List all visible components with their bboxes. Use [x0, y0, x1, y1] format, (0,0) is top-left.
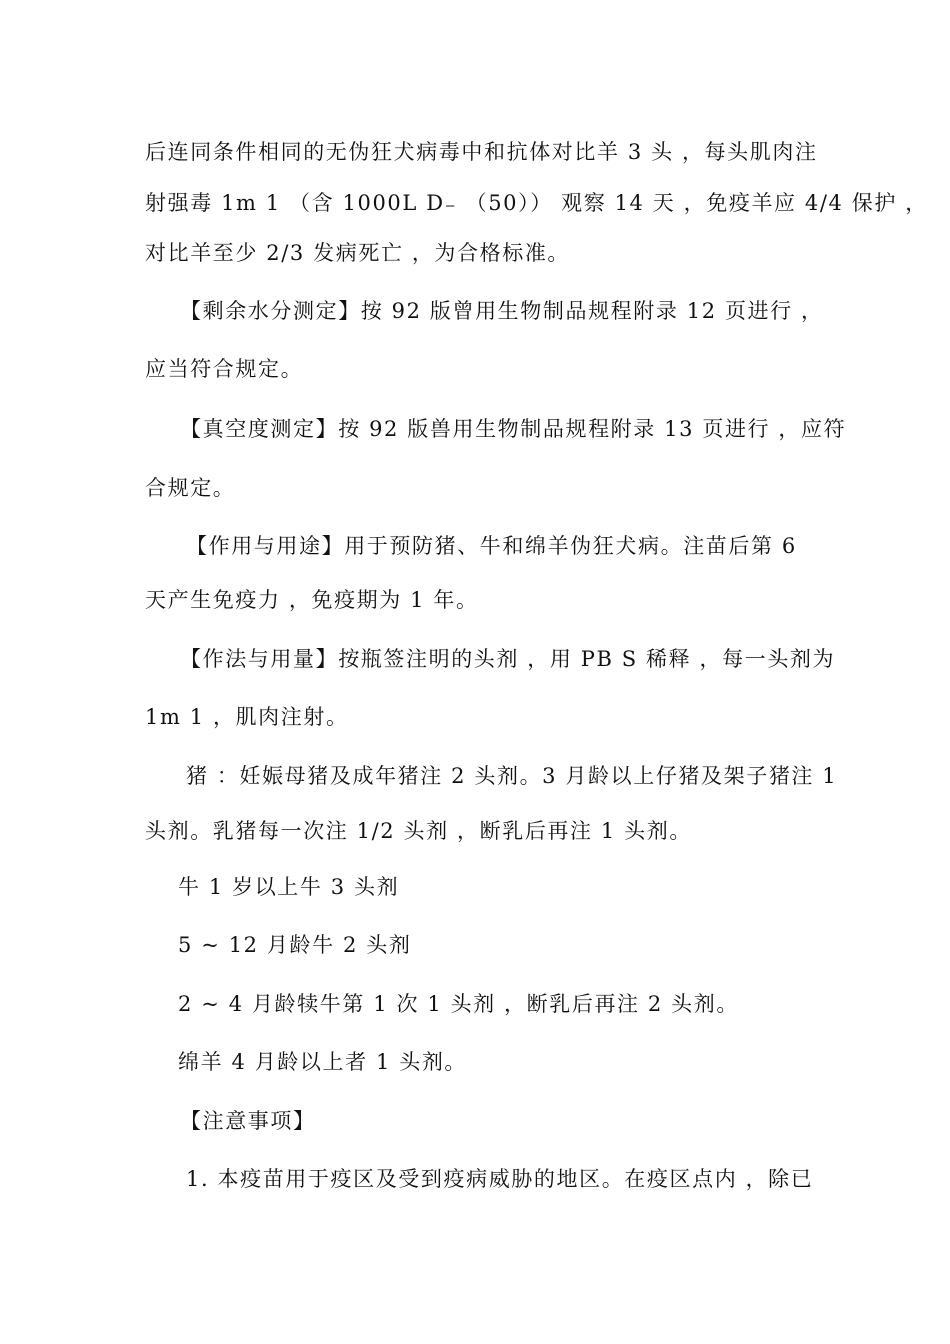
text-line: 应当符合规定。	[145, 357, 304, 381]
section-heading-residual-moisture: 【剩余水分测定】按 92 版曾用生物制品规程附录 12 页进行 ，	[180, 299, 824, 323]
text-line: 射强毒 1m 1 （含 1000L D₋ （50）） 观察 14 天 ，免疫羊应 4/4 保护 ，	[145, 191, 928, 215]
text-line-cattle: 牛 1 岁以上牛 3 头剂	[178, 875, 400, 899]
text-line-pigs: 猪 ：妊娠母猪及成年猪注 2 头剂。3 月龄以上仔猪及架子猪注 1	[186, 764, 838, 788]
text-line-note-1: 1. 本疫苗用于疫区及受到疫病威胁的地区。在疫区点内 ，除已	[186, 1167, 814, 1191]
text-line: 2 ~ 4 月龄犊牛第 1 次 1 头剂 ，断乳后再注 2 头剂。	[178, 992, 739, 1016]
text-line: 天产生免疫力 ，免疫期为 1 年。	[145, 588, 479, 612]
section-heading-dosage: 【作法与用量】按瓶签注明的头剂 ，用 PB S 稀释 ，每一头剂为	[180, 647, 836, 671]
text-line-sheep: 绵羊 4 月龄以上者 1 头剂。	[178, 1050, 468, 1074]
text-line: 对比羊至少 2/3 发病死亡 ，为合格标准。	[145, 241, 571, 265]
text-line: 后连同条件相同的无伪狂犬病毒中和抗体对比羊 3 头 ，每头肌肉注	[145, 140, 818, 164]
text-line: 5 ~ 12 月龄牛 2 头剂	[178, 933, 412, 957]
section-heading-usage: 【作用与用途】用于预防猪、牛和绵羊伪狂犬病。注苗后第 6	[186, 534, 797, 558]
section-heading-vacuum: 【真空度测定】按 92 版兽用生物制品规程附录 13 页进行 ，应符	[180, 417, 847, 441]
text-line: 合规定。	[145, 476, 236, 500]
text-line: 头剂。乳猪每一次注 1/2 头剂 ，断乳后再注 1 头剂。	[145, 819, 692, 843]
text-line: 1m 1 ，肌肉注射。	[145, 705, 349, 729]
section-heading-notes: 【注意事项】	[180, 1109, 316, 1133]
